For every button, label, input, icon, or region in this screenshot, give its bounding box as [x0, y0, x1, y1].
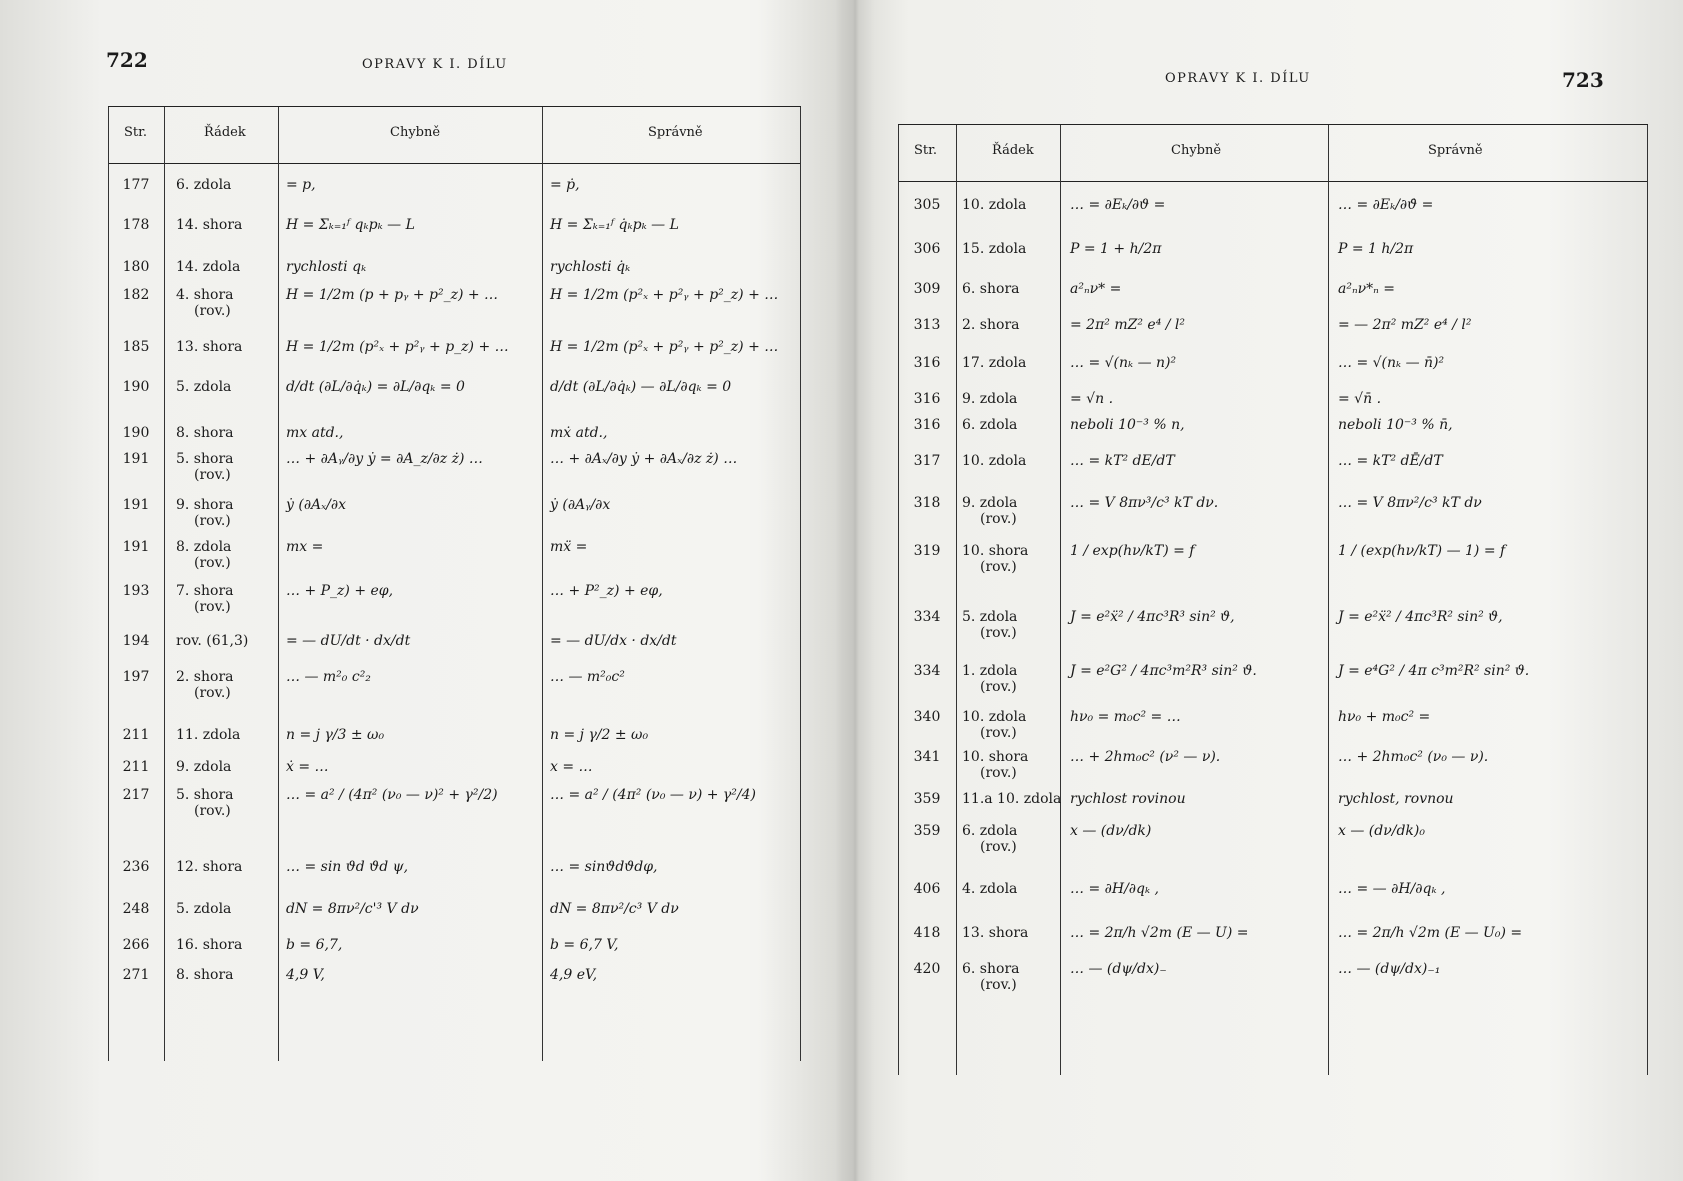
column-header-chybne: Chybně	[1171, 143, 1222, 158]
cell-wrong: = √n .	[1070, 391, 1114, 407]
column-header-str: Str.	[124, 125, 148, 140]
cell-line	[962, 663, 1017, 695]
cell-line	[962, 391, 1017, 407]
cell-line-text: 11. zdola	[176, 727, 241, 743]
cell-line	[176, 497, 233, 529]
cell-correct: … = sinϑdϑdφ,	[550, 859, 658, 875]
cell-correct: P = 1 h/2π	[1338, 241, 1414, 257]
cell-line-text: 10. zdola	[962, 709, 1027, 725]
cell-line-note: (rov.)	[980, 725, 1017, 741]
cell-wrong: … — m²₀ c²₂	[286, 669, 371, 685]
cell-wrong: ẋ = …	[286, 759, 329, 775]
cell-page: 316	[913, 391, 941, 407]
column-rule	[800, 107, 801, 1061]
cell-wrong: … + 2hm₀c² (ν² — ν).	[1070, 749, 1221, 765]
cell-line-text: 5. zdola	[176, 379, 232, 395]
cell-line	[176, 177, 231, 193]
cell-correct: mẋ atd.,	[550, 425, 608, 441]
cell-line	[962, 709, 1026, 741]
cell-correct: 4,9 eV,	[550, 967, 598, 983]
column-rule	[164, 107, 165, 1061]
column-rule	[1060, 125, 1061, 1075]
cell-page: 185	[122, 339, 150, 355]
cell-correct: dN = 8πν²/c³ V dν	[550, 901, 679, 917]
cell-correct: neboli 10⁻³ % n̄,	[1338, 417, 1453, 433]
cell-line	[176, 967, 233, 983]
cell-line-note: (rov.)	[194, 513, 231, 529]
cell-line-text: 9. zdola	[962, 495, 1018, 511]
cell-wrong: … = ∂H/∂qₖ ,	[1070, 881, 1160, 897]
cell-line	[962, 417, 1017, 433]
column-rule	[542, 107, 543, 1061]
column-header-radek: Řádek	[992, 143, 1034, 158]
cell-wrong: ẏ (∂Aₓ/∂x	[286, 497, 346, 513]
cell-line	[962, 749, 1028, 781]
cell-correct: … = V 8πν²/c³ kT dν	[1338, 495, 1482, 511]
cell-line-note: (rov.)	[980, 977, 1017, 993]
cell-line-text: 8. shora	[176, 967, 234, 983]
cell-line	[962, 317, 1019, 333]
cell-wrong: … = 2π/h √2m (E — U) =	[1070, 925, 1249, 941]
cell-correct: J = e⁴G² / 4π c³m²R² sin² ϑ.	[1338, 663, 1530, 679]
cell-correct: n = j γ/2 ± ω₀	[550, 727, 649, 743]
cell-wrong: dN = 8πν²/c'³ V dν	[286, 901, 419, 917]
cell-line-text: 17. zdola	[962, 355, 1027, 371]
column-header-str: Str.	[914, 143, 938, 158]
cell-page: 194	[122, 633, 150, 649]
cell-page: 190	[122, 425, 150, 441]
cell-line-text: 6. zdola	[962, 417, 1018, 433]
cell-wrong: x — (dν/dk)	[1070, 823, 1152, 839]
cell-wrong: = 2π² mZ² e⁴ / l²	[1070, 317, 1186, 333]
cell-page: 319	[913, 543, 941, 559]
cell-line-text: 6. zdola	[176, 177, 232, 193]
cell-wrong: mx =	[286, 539, 324, 555]
cell-wrong: … = ∂Eₖ/∂ϑ =	[1070, 197, 1166, 213]
cell-line-text: 10. shora	[962, 543, 1029, 559]
cell-line	[176, 859, 242, 875]
cell-correct: … = 2π/h √2m (E — U₀) =	[1338, 925, 1523, 941]
cell-line-text: 7. shora	[176, 583, 234, 599]
cell-page: 178	[122, 217, 150, 233]
column-rule	[1328, 125, 1329, 1075]
cell-correct: a²ₙν*ₙ =	[1338, 281, 1395, 297]
cell-line	[176, 339, 242, 355]
cell-wrong: hν₀ = m₀c² = …	[1070, 709, 1181, 725]
cell-line	[176, 633, 248, 649]
cell-line	[176, 759, 231, 775]
cell-wrong: J = e²ẍ² / 4πc³R³ sin² ϑ,	[1070, 609, 1235, 625]
cell-line-note: (rov.)	[194, 467, 231, 483]
cell-correct: = — dU/dx · dx/dt	[550, 633, 677, 649]
page-number: 723	[1562, 68, 1604, 92]
cell-page: 309	[913, 281, 941, 297]
cell-line	[176, 287, 233, 319]
cell-wrong: … — (dψ/dx)₋	[1070, 961, 1167, 977]
cell-correct: … = √(nₖ — n̄)²	[1338, 355, 1445, 371]
cell-correct: H = 1/2m (p²ₓ + p²ᵧ + p²_z) + …	[550, 339, 779, 355]
cell-line	[962, 823, 1017, 855]
cell-line-text: 2. shora	[962, 317, 1020, 333]
cell-line-text: 6. shora	[962, 281, 1020, 297]
cell-line-note: (rov.)	[194, 803, 231, 819]
cell-correct: rychlosti q̇ₖ	[550, 259, 631, 275]
cell-line-text: 9. shora	[176, 497, 234, 513]
cell-line-text: 14. zdola	[176, 259, 241, 275]
cell-page: 217	[122, 787, 150, 803]
cell-wrong: H = Σₖ₌₁ᶠ qₖpₖ — L	[286, 217, 415, 233]
cell-correct: = √n̄ .	[1338, 391, 1382, 407]
cell-line-text: 10. zdola	[962, 453, 1027, 469]
cell-page: 334	[913, 609, 941, 625]
cell-wrong: … = a² / (4π² (ν₀ — ν)² + γ²/2)	[286, 787, 498, 803]
cell-correct: mẍ =	[550, 539, 588, 555]
cell-page: 313	[913, 317, 941, 333]
cell-page: 305	[913, 197, 941, 213]
cell-wrong: … + ∂Aᵧ/∂y ẏ = ∂A_z/∂z ż) …	[286, 451, 483, 467]
cell-wrong: rychlosti qₖ	[286, 259, 367, 275]
cell-line-text: 9. zdola	[176, 759, 232, 775]
cell-line	[176, 583, 233, 615]
column-header-chybne: Chybně	[390, 125, 441, 140]
cell-line-note: (rov.)	[980, 511, 1017, 527]
column-header-radek: Řádek	[204, 125, 246, 140]
cell-wrong: d/dt (∂L/∂q̇ₖ) = ∂L/∂qₖ = 0	[286, 379, 465, 395]
cell-wrong: n = j γ/3 ± ω₀	[286, 727, 385, 743]
cell-line-text: 5. zdola	[962, 609, 1018, 625]
cell-wrong: … = V 8πν³/c³ kT dν.	[1070, 495, 1219, 511]
cell-wrong: 1 / exp(hν/kT) = f	[1070, 543, 1195, 559]
cell-line	[962, 355, 1026, 371]
cell-line-text: 15. zdola	[962, 241, 1027, 257]
cell-line	[176, 539, 231, 571]
cell-wrong: neboli 10⁻³ % n,	[1070, 417, 1185, 433]
cell-page: 266	[122, 937, 150, 953]
cell-page: 177	[122, 177, 150, 193]
cell-line	[962, 925, 1028, 941]
cell-page: 334	[913, 663, 941, 679]
cell-line-text: 6. zdola	[962, 823, 1018, 839]
cell-line	[962, 453, 1026, 469]
cell-line-note: (rov.)	[980, 625, 1017, 641]
cell-page: 318	[913, 495, 941, 511]
errata-table	[108, 106, 801, 1061]
cell-correct: … + P²_z) + eφ,	[550, 583, 663, 599]
cell-line	[962, 197, 1026, 213]
cell-wrong: J = e²G² / 4πc³m²R³ sin² ϑ.	[1070, 663, 1257, 679]
cell-correct: = — 2π² mZ² e⁴ / l²	[1338, 317, 1472, 333]
cell-correct: … — m²₀c²	[550, 669, 625, 685]
cell-line	[176, 787, 233, 819]
cell-line-text: 5. shora	[176, 451, 234, 467]
cell-wrong: P = 1 + h/2π	[1070, 241, 1162, 257]
cell-line	[962, 281, 1019, 297]
cell-line-text: rov. (61,3)	[176, 633, 249, 649]
cell-correct: 1 / (exp(hν/kT) — 1) = f	[1338, 543, 1506, 559]
cell-line-text: 5. zdola	[176, 901, 232, 917]
cell-page: 191	[122, 539, 150, 555]
cell-line-text: 16. shora	[176, 937, 243, 953]
cell-page: 306	[913, 241, 941, 257]
cell-line-note: (rov.)	[980, 559, 1017, 575]
cell-line-text: 13. shora	[176, 339, 243, 355]
cell-correct: … = ∂Eₖ/∂ϑ̇ =	[1338, 197, 1434, 213]
cell-page: 191	[122, 497, 150, 513]
cell-page: 211	[122, 759, 150, 775]
cell-wrong: … = kT² dE/dT	[1070, 453, 1175, 469]
cell-page: 316	[913, 355, 941, 371]
cell-wrong: H = 1/2m (p + pᵧ + p²_z) + …	[286, 287, 499, 303]
cell-correct: ẏ (∂Aᵧ/∂x	[550, 497, 611, 513]
cell-correct: rychlost, rovnou	[1338, 791, 1454, 807]
cell-line	[962, 495, 1017, 527]
cell-line	[176, 425, 233, 441]
cell-line	[176, 217, 242, 233]
cell-correct: b = 6,7 V,	[550, 937, 619, 953]
cell-wrong: H = 1/2m (p²ₓ + p²ᵧ + p_z) + …	[286, 339, 509, 355]
cell-page: 193	[122, 583, 150, 599]
cell-line-text: 8. shora	[176, 425, 234, 441]
column-rule	[278, 107, 279, 1061]
cell-line-text: 4. zdola	[962, 881, 1018, 897]
cell-page: 359	[913, 823, 941, 839]
column-rule	[1647, 125, 1648, 1075]
cell-line-note: (rov.)	[194, 599, 231, 615]
table-header	[108, 107, 801, 164]
cell-page: 359	[913, 791, 941, 807]
cell-page: 406	[913, 881, 941, 897]
cell-page: 180	[122, 259, 150, 275]
cell-line-text: 10. zdola	[962, 197, 1027, 213]
column-header-spravne: Správně	[648, 125, 703, 140]
cell-page: 236	[122, 859, 150, 875]
cell-line	[962, 241, 1026, 257]
cell-line-text: 11.a 10. zdola	[962, 791, 1062, 807]
cell-line	[176, 727, 240, 743]
cell-wrong: … + P_z) + eφ,	[286, 583, 394, 599]
cell-page: 248	[122, 901, 150, 917]
cell-line	[962, 609, 1017, 641]
page-heading: OPRAVY K I. DÍLU	[1165, 71, 1311, 86]
cell-page: 190	[122, 379, 150, 395]
cell-line-text: 6. shora	[962, 961, 1020, 977]
cell-line-text: 12. shora	[176, 859, 243, 875]
cell-page: 317	[913, 453, 941, 469]
cell-correct: x — (dν/dk)₀	[1338, 823, 1425, 839]
cell-correct: … = kT² dĒ/dT	[1338, 453, 1443, 469]
cell-correct: hν₀ + m₀c² =	[1338, 709, 1431, 725]
cell-line-text: 8. zdola	[176, 539, 232, 555]
cell-line	[962, 543, 1028, 575]
cell-correct: x = …	[550, 759, 593, 775]
cell-line	[176, 901, 231, 917]
cell-page: 418	[913, 925, 941, 941]
cell-line-text: 5. shora	[176, 787, 234, 803]
cell-page: 420	[913, 961, 941, 977]
cell-wrong: = — dU/dt · dx/dt	[286, 633, 411, 649]
cell-page: 341	[913, 749, 941, 765]
cell-wrong: 4,9 V,	[286, 967, 325, 983]
table-header	[898, 125, 1648, 182]
cell-line-text: 14. shora	[176, 217, 243, 233]
cell-wrong: mx atd.,	[286, 425, 344, 441]
cell-line-note: (rov.)	[194, 685, 231, 701]
cell-correct: d/dt (∂L/∂q̇ₖ) — ∂L/∂qₖ = 0	[550, 379, 732, 395]
cell-line-text: 2. shora	[176, 669, 234, 685]
cell-line-text: 10. shora	[962, 749, 1029, 765]
cell-page: 182	[122, 287, 150, 303]
cell-line-note: (rov.)	[194, 555, 231, 571]
cell-line	[962, 881, 1017, 897]
cell-correct: … = — ∂H/∂qₖ ,	[1338, 881, 1446, 897]
cell-wrong: … = √(nₖ — n)²	[1070, 355, 1177, 371]
cell-wrong: = p,	[286, 177, 316, 193]
errata-table	[898, 124, 1648, 1075]
cell-page: 211	[122, 727, 150, 743]
cell-line-note: (rov.)	[194, 303, 231, 319]
cell-line-note: (rov.)	[980, 679, 1017, 695]
cell-line-note: (rov.)	[980, 839, 1017, 855]
cell-page: 271	[122, 967, 150, 983]
cell-correct: … = a² / (4π² (ν₀ — ν) + γ²/4)	[550, 787, 756, 803]
cell-line-text: 1. zdola	[962, 663, 1018, 679]
cell-line	[176, 937, 242, 953]
cell-correct: = ṗ,	[550, 177, 580, 193]
cell-correct: J = e²ẍ² / 4πc³R² sin² ϑ,	[1338, 609, 1503, 625]
right-page	[860, 0, 1683, 1181]
cell-page: 191	[122, 451, 150, 467]
cell-page: 340	[913, 709, 941, 725]
cell-page: 197	[122, 669, 150, 685]
cell-page: 316	[913, 417, 941, 433]
cell-line-text: 9. zdola	[962, 391, 1018, 407]
cell-correct: … + ∂Aₓ/∂y ẏ + ∂Aₓ/∂z ż) …	[550, 451, 738, 467]
cell-line	[176, 451, 233, 483]
cell-line-text: 4. shora	[176, 287, 234, 303]
cell-line	[176, 379, 231, 395]
cell-correct: H = 1/2m (p²ₓ + p²ᵧ + p²_z) + …	[550, 287, 779, 303]
cell-line	[962, 791, 1061, 807]
cell-correct: … — (dψ/dx)₋₁	[1338, 961, 1441, 977]
cell-line	[176, 259, 240, 275]
cell-wrong: rychlost rovinou	[1070, 791, 1186, 807]
page-heading: OPRAVY K I. DÍLU	[362, 57, 508, 72]
cell-wrong: … = sin ϑd ϑd ψ,	[286, 859, 409, 875]
cell-line	[962, 961, 1019, 993]
column-rule	[956, 125, 957, 1075]
cell-correct: H = Σₖ₌₁ᶠ q̇ₖpₖ — L	[550, 217, 679, 233]
page-number: 722	[106, 48, 148, 72]
cell-wrong: b = 6,7,	[286, 937, 343, 953]
cell-line-note: (rov.)	[980, 765, 1017, 781]
cell-correct: … + 2hm₀c² (ν₀ — ν).	[1338, 749, 1489, 765]
cell-line	[176, 669, 233, 701]
cell-wrong: a²ₙν* =	[1070, 281, 1122, 297]
column-header-spravne: Správně	[1428, 143, 1483, 158]
cell-line-text: 13. shora	[962, 925, 1029, 941]
